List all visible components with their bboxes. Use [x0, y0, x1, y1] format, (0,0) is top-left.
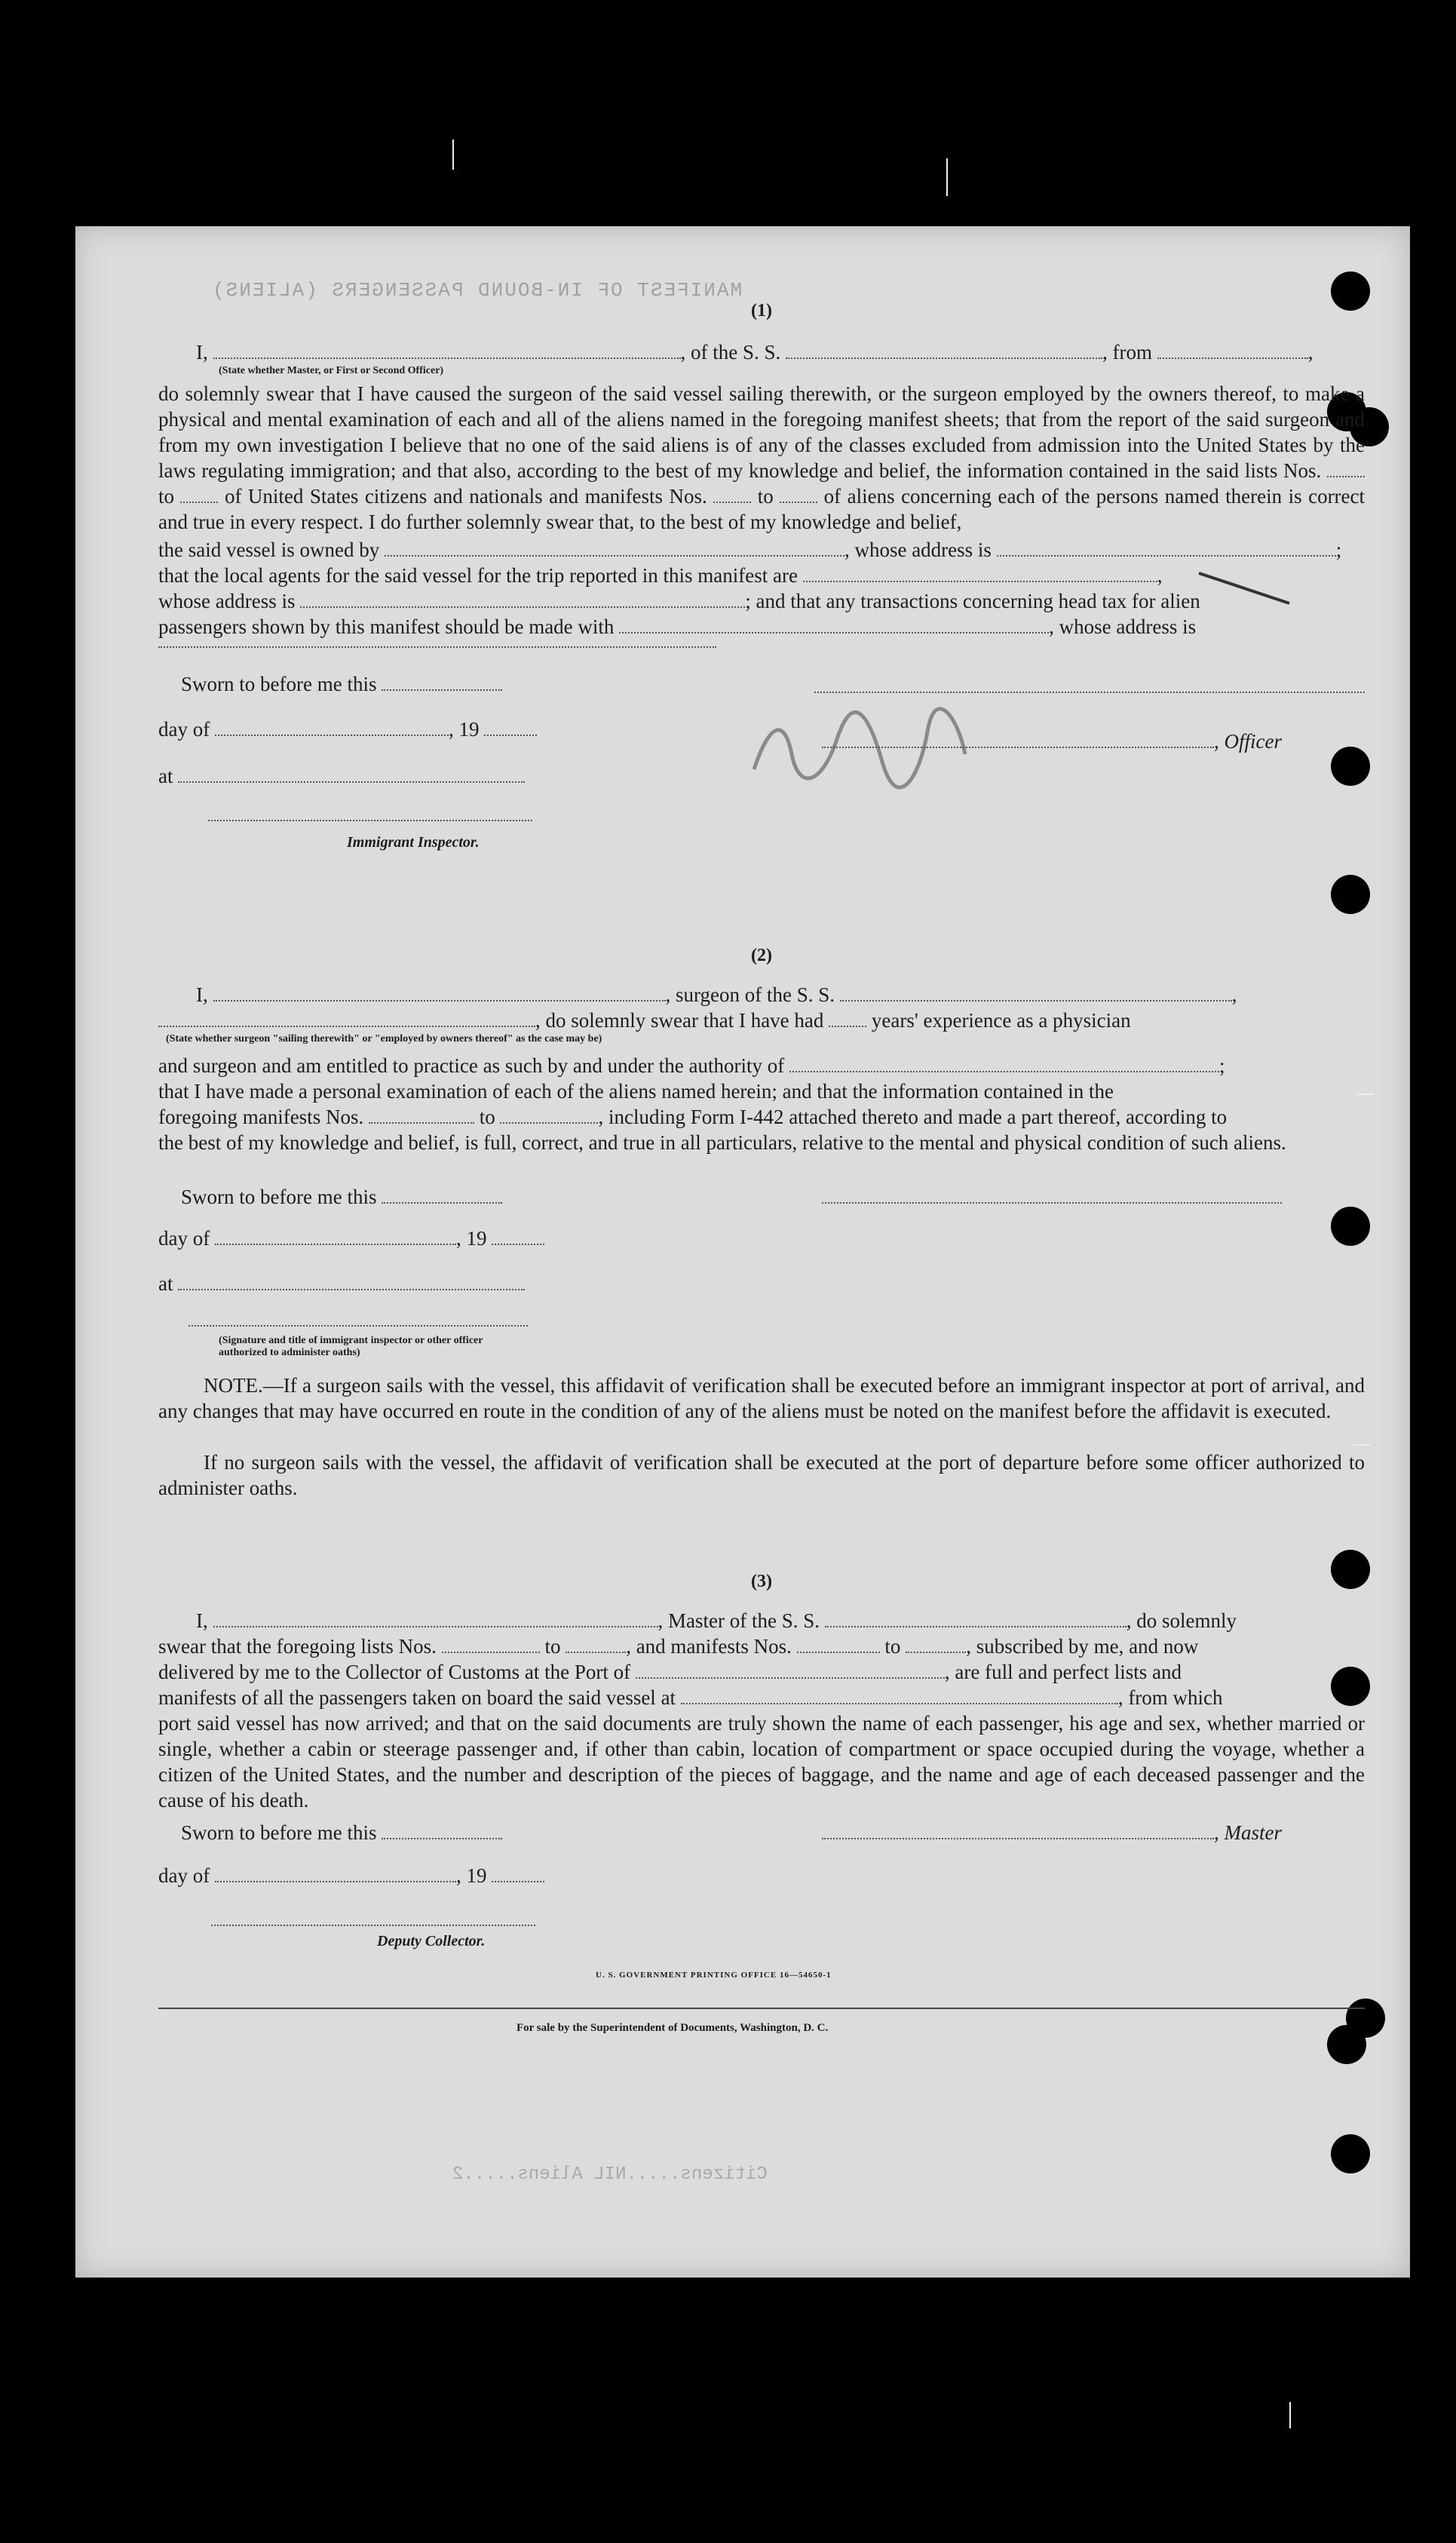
text: If no surgeon sails with the vessel, the affidavit of verification shall be executed at the port of departure before some officer authorized to administer oaths. [158, 1451, 1365, 1499]
section-2-line-1 [196, 982, 1237, 1008]
text: , [1231, 983, 1237, 1006]
text: the said vessel is owned by [158, 538, 380, 561]
blank-field [1327, 461, 1365, 477]
section-3-line-2 [158, 1633, 1198, 1659]
punch-hole [1331, 747, 1370, 786]
blank-field [997, 540, 1336, 557]
text: , 19 [455, 1864, 487, 1887]
text: , are full and perfect lists and [944, 1661, 1182, 1683]
blank-field [215, 1229, 456, 1245]
text: ; and that any transactions concerning head tax for alien [745, 590, 1200, 612]
agents-address-line [158, 588, 1200, 614]
blank-field [382, 1823, 502, 1839]
blank-field [840, 985, 1232, 1002]
text: at [158, 765, 173, 787]
text: , including Form I-442 attached thereto and made a part thereof, according to [598, 1106, 1228, 1128]
blank-field [382, 1187, 502, 1204]
punch-hole [1327, 2025, 1366, 2064]
text: years' experience as a physician [871, 1009, 1131, 1032]
blank-field [484, 719, 537, 736]
blank-field [178, 1274, 525, 1290]
master-signature-line [822, 1820, 1282, 1845]
bleed-through-heading: MANIFEST OF IN-BOUND PASSENGERS (ALIENS) [211, 279, 743, 302]
text: delivered by me to the Collector of Customs at the Port of [158, 1661, 631, 1683]
blank-field [825, 1611, 1126, 1627]
section-2-line-5 [158, 1104, 1227, 1130]
section-1-first-line [196, 339, 1313, 365]
text: of United States citizens and nationals and manifests Nos. [224, 485, 707, 508]
text: , whose address is [1049, 615, 1197, 638]
scan-speck [1353, 1444, 1370, 1446]
text: , from [1102, 341, 1152, 364]
section-2-line-3 [158, 1053, 1225, 1078]
blank-field [713, 486, 751, 503]
text: Sworn to before me this [181, 1186, 377, 1208]
blank-field [500, 1107, 598, 1124]
text: whose address is [158, 590, 296, 612]
text: ; [1219, 1054, 1225, 1077]
section-2-at [158, 1271, 525, 1296]
section-2-number: (2) [751, 946, 772, 965]
blank-field [1157, 342, 1308, 359]
sale-notice: For sale by the Superintendent of Documents, Washington, D. C. [516, 2022, 829, 2034]
surgeon-note-paragraph [158, 1373, 1365, 1424]
section-2-sworn [181, 1184, 502, 1210]
text: port said vessel has now arrived; and that on the said documents are truly shown the name of each passenger, his age and sex, whether married or single, whether a cabin or steerage passenger and, if other than cabin, location of compartment or space occupied during the voyage, whether a citizen of the United States, and the number and description of the pieces of baggage, and the name and age of each deceased passenger and the cause of his death. [158, 1712, 1365, 1811]
text: to [479, 1106, 495, 1128]
document-page [75, 226, 1410, 2278]
text: , whose address is [844, 538, 992, 561]
master-title: , Master [1214, 1821, 1282, 1844]
blank-field [178, 766, 525, 783]
blank-field [619, 617, 1049, 633]
punch-hole [1331, 2134, 1370, 2173]
punch-hole [1331, 1207, 1370, 1246]
blank-field [213, 1611, 658, 1627]
text: foregoing manifests Nos. [158, 1106, 364, 1128]
text: Sworn to before me this [181, 673, 377, 695]
blank-field [906, 1637, 966, 1653]
blank-field [213, 342, 681, 359]
text: Sworn to before me this [181, 1821, 377, 1844]
section-2-line-4 [158, 1078, 1365, 1104]
punch-hole [1331, 1667, 1370, 1706]
blank-field [385, 540, 844, 557]
text: —If a surgeon sails with the vessel, this affidavit of verification shall be executed before an immigrant inspector at port of arrival, and any changes that may have occurred en route in the condition of any of the aliens must be noted on the manifest before the affidavit is executed. [158, 1374, 1365, 1422]
blank-field [442, 1637, 540, 1653]
section-1-sworn [181, 671, 502, 697]
section-1-number: (1) [751, 301, 772, 321]
officer-signature-blank [189, 1324, 528, 1327]
bleed-through-footer: Citizens.....NIL Aliens.....2 [452, 2164, 768, 2185]
note-label: NOTE. [204, 1374, 263, 1397]
text: I, [196, 1609, 208, 1632]
text: , subscribed by me, and now [966, 1635, 1199, 1658]
text: to [884, 1635, 901, 1658]
no-surgeon-paragraph [158, 1449, 1365, 1501]
surgeon-signature-blank [822, 1201, 1282, 1204]
officer-title: , Officer [1214, 730, 1282, 753]
scan-speck [1357, 1094, 1374, 1095]
blank-field [369, 1107, 474, 1124]
text: , from which [1117, 1686, 1223, 1709]
blank-field [780, 486, 817, 503]
blank-field [492, 1229, 544, 1245]
punch-hole [1331, 875, 1370, 914]
collector-signature-blank [211, 1923, 535, 1926]
blank-field [636, 1662, 945, 1679]
inspector-signature-blank [208, 818, 532, 821]
collector-caption: Deputy Collector. [377, 1933, 486, 1949]
text: to [757, 485, 774, 508]
passengers-line [158, 614, 1196, 640]
text: at [158, 1272, 173, 1295]
footer-rule [158, 2008, 1365, 2009]
blank-field [382, 674, 502, 691]
printing-office-mark: U. S. GOVERNMENT PRINTING OFFICE 16—54650-1 [596, 1971, 832, 1980]
scan-speck [946, 158, 948, 196]
text: manifests of all the passengers taken on board the said vessel at [158, 1686, 676, 1709]
blank-field [566, 1637, 626, 1653]
blank-field [213, 985, 666, 1002]
signature-title-note: (Signature and title of immigrant inspector or other officer authorized to administer oaths) [219, 1335, 483, 1358]
text: I, [196, 983, 208, 1006]
text: passengers shown by this manifest should be made with [158, 615, 615, 638]
text: , 19 [455, 1227, 487, 1250]
text: , [1307, 341, 1313, 364]
section-2-day [158, 1225, 544, 1251]
officer-signature-line [822, 729, 1282, 754]
text: , do solemnly [1126, 1609, 1237, 1632]
agents-line: that the local agents for the said vessel for the trip reported in this manifest are , [158, 564, 1163, 587]
section-1-officer-note: (State whether Master, or First or Second Officer) [219, 365, 444, 376]
section-3-number: (3) [751, 1572, 772, 1591]
scan-speck [452, 140, 454, 170]
section-3-sworn [181, 1820, 502, 1845]
section-3-line-3 [158, 1659, 1182, 1685]
blank-field [786, 342, 1102, 359]
blank-field [492, 1866, 544, 1882]
text: , Master of the S. S. [657, 1609, 820, 1632]
section-3-line-1 [196, 1608, 1237, 1633]
blank-field [180, 486, 218, 503]
text: , 19 [448, 718, 480, 741]
blank-field [822, 732, 1214, 748]
text: swear that the foregoing lists Nos. [158, 1635, 437, 1658]
blank-field [158, 1011, 535, 1027]
text: to [544, 1635, 561, 1658]
blank-field [681, 1688, 1118, 1704]
text: that I have made a personal examination of each of the aliens named herein; and that the information contained in the [158, 1080, 1114, 1103]
text: the best of my knowledge and belief, is full, correct, and true in all particulars, relative to the mental and physical condition of such aliens. [158, 1131, 1286, 1154]
text: day of [158, 1864, 210, 1887]
section-2-surgeon-note: (State whether surgeon "sailing therewith" or "employed by owners thereof" as the case may be) [166, 1033, 602, 1045]
section-3-body [158, 1710, 1365, 1813]
section-2-line-2 [158, 1008, 1131, 1033]
text: , do solemnly swear that I have had [535, 1009, 824, 1032]
section-1-at [158, 763, 525, 789]
inspector-caption: Immigrant Inspector. [347, 834, 480, 851]
text: , and manifests Nos. [626, 1635, 792, 1658]
text: that the local agents for the said vessel for the trip reported in this manifest are [158, 564, 798, 587]
section-3-line-4 [158, 1685, 1223, 1710]
text: , of the S. S. [680, 341, 781, 364]
pen-mark [1191, 558, 1297, 611]
text: , surgeon of the S. S. [665, 983, 835, 1006]
text: day of [158, 718, 210, 741]
blank-field [215, 719, 449, 736]
text: day of [158, 1227, 210, 1250]
blank-field [789, 1056, 1219, 1072]
text: do solemnly swear that I have caused the surgeon of the said vessel sailing therewith, or the surgeon employed by the owners thereof, to make a physical and mental examination of each and all of the aliens named in the foregoing manifest sheets; that from the report of the said surgeon and from my own investigation I believe that no one of the said aliens is of any of the classes excluded from admission into the United States by the laws regulating immigration; and that also, according to the best of my knowledge and belief, the information contained in the said lists Nos. [158, 382, 1365, 482]
blank-field [822, 1823, 1214, 1839]
signature-blank [814, 690, 1365, 693]
blank-field [797, 1637, 880, 1653]
blank-field [300, 591, 745, 608]
text: and surgeon and am entitled to practice as such by and under the authority of [158, 1054, 785, 1077]
section-3-day [158, 1863, 544, 1888]
section-2-line-6 [158, 1130, 1365, 1155]
text: of aliens concerning each of the persons named therein is correct and true in every respect. I do further solemnly swear that, to the best of my knowledge and belief, [158, 485, 1366, 533]
owner-line: the said vessel is owned by , whose address is ; [158, 538, 1342, 561]
text: to [158, 485, 175, 508]
blank-field [829, 1011, 866, 1027]
blank-field [803, 566, 1157, 582]
address-blank [158, 645, 716, 648]
text: I, [196, 341, 208, 364]
section-1-body [158, 381, 1365, 535]
section-1-day [158, 716, 537, 742]
scan-speck [1289, 2402, 1291, 2428]
blank-field [215, 1866, 456, 1882]
